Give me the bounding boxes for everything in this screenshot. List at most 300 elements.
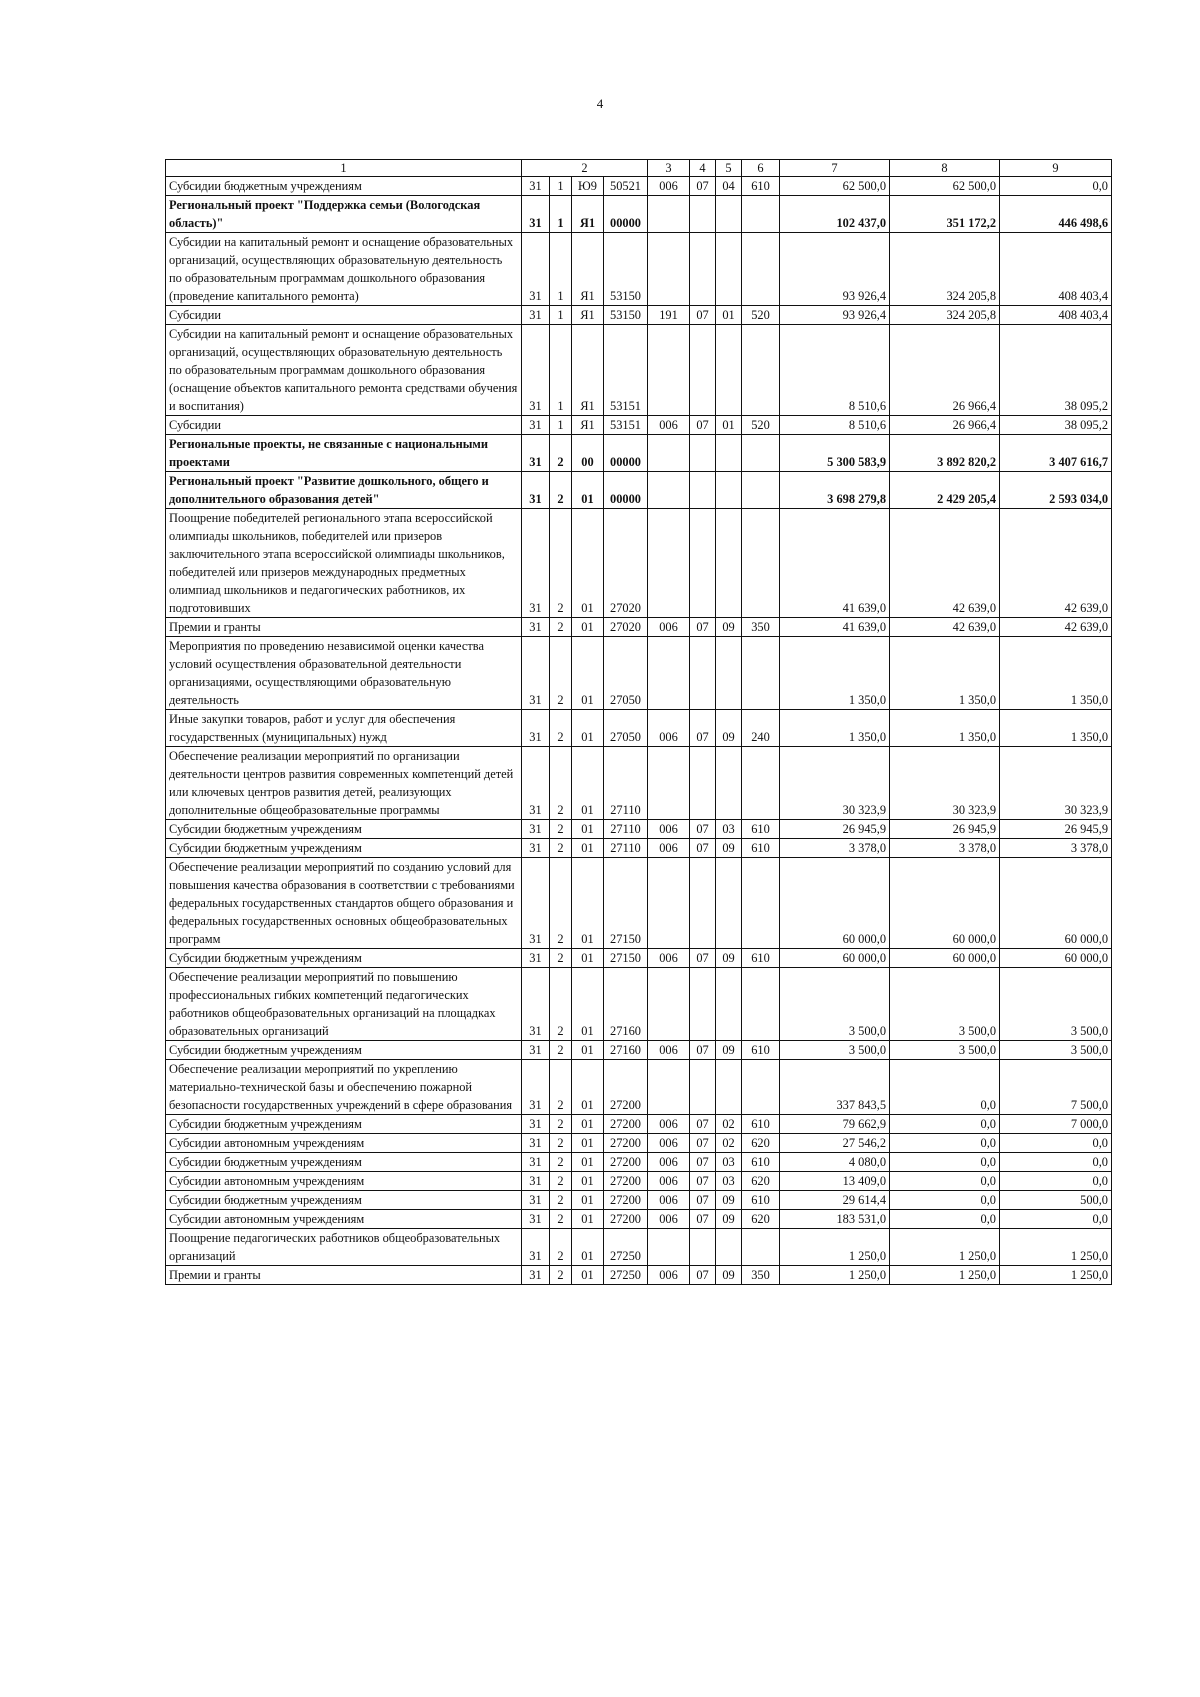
col-6-value: 610 [742, 820, 780, 839]
code-part-3: Я1 [572, 416, 604, 435]
col-9-value: 0,0 [1000, 1172, 1112, 1191]
col-5-value [716, 1229, 742, 1266]
code-part-2: 2 [550, 949, 572, 968]
col-6-value: 610 [742, 949, 780, 968]
row-name: Субсидии автономным учреждениям [166, 1210, 522, 1229]
table-row [166, 1115, 1112, 1134]
row-name: Субсидии на капитальный ремонт и оснащение образовательных организаций, осуществляющих образовательную деятельность по образовательным программам дошкольного образования (оснащение объектов капитального ремонта средствами обучения и воспитания) [166, 325, 522, 416]
col-8-value: 324 205,8 [890, 306, 1000, 325]
page-number: 4 [596, 96, 604, 111]
col-4-value: 07 [690, 1115, 716, 1134]
table-row [166, 968, 1112, 1041]
row-name: Субсидии бюджетным учреждениям [166, 839, 522, 858]
code-part-1: 31 [522, 177, 550, 196]
table-row [166, 820, 1112, 839]
col-6-value: 520 [742, 416, 780, 435]
col-7-value: 1 250,0 [780, 1266, 890, 1285]
col-5-value: 02 [716, 1134, 742, 1153]
col-8-value: 26 945,9 [890, 820, 1000, 839]
row-name: Обеспечение реализации мероприятий по укреплению материально-технической базы и обеспечению пожарной безопасности государственных учреждений в сфере образования [166, 1060, 522, 1115]
col-5-value [716, 1060, 742, 1115]
code-part-1: 31 [522, 1115, 550, 1134]
code-part-2: 2 [550, 839, 572, 858]
col-6-value [742, 325, 780, 416]
code-part-4: 27200 [604, 1210, 648, 1229]
code-part-4: 27200 [604, 1172, 648, 1191]
code-part-3: 01 [572, 637, 604, 710]
table-row [166, 1266, 1112, 1285]
code-part-3: 01 [572, 1115, 604, 1134]
table-row [166, 710, 1112, 747]
row-name: Субсидии на капитальный ремонт и оснащение образовательных организаций, осуществляющих образовательную деятельность по образовательным программам дошкольного образования (проведение капитального ремонта) [166, 233, 522, 306]
table-row [166, 747, 1112, 820]
col-3-value: 006 [648, 177, 690, 196]
table-row [166, 509, 1112, 618]
row-name: Мероприятия по проведению независимой оценки качества условий осуществления образовательной деятельности организациями, осуществляющими образовательную деятельность [166, 637, 522, 710]
col-5-value [716, 435, 742, 472]
col-4-value: 07 [690, 1134, 716, 1153]
header-col-4: 4 [690, 160, 716, 177]
code-part-2: 2 [550, 968, 572, 1041]
col-5-value: 09 [716, 1191, 742, 1210]
code-part-4: 53150 [604, 233, 648, 306]
col-7-value: 4 080,0 [780, 1153, 890, 1172]
code-part-2: 2 [550, 472, 572, 509]
col-9-value: 2 593 034,0 [1000, 472, 1112, 509]
code-part-4: 50521 [604, 177, 648, 196]
col-5-value [716, 968, 742, 1041]
col-6-value: 610 [742, 177, 780, 196]
col-6-value [742, 435, 780, 472]
col-4-value [690, 858, 716, 949]
col-5-value: 01 [716, 416, 742, 435]
code-part-3: Ю9 [572, 177, 604, 196]
code-part-1: 31 [522, 747, 550, 820]
table-row [166, 1041, 1112, 1060]
col-4-value: 07 [690, 1266, 716, 1285]
col-5-value: 02 [716, 1115, 742, 1134]
col-6-value [742, 1229, 780, 1266]
col-3-value: 006 [648, 1153, 690, 1172]
col-8-value: 351 172,2 [890, 196, 1000, 233]
col-8-value: 42 639,0 [890, 509, 1000, 618]
table-row [166, 1060, 1112, 1115]
code-part-2: 1 [550, 233, 572, 306]
col-8-value: 324 205,8 [890, 233, 1000, 306]
code-part-1: 31 [522, 509, 550, 618]
code-part-3: 01 [572, 472, 604, 509]
code-part-4: 27200 [604, 1134, 648, 1153]
code-part-4: 27110 [604, 820, 648, 839]
code-part-3: 01 [572, 1060, 604, 1115]
table-body [166, 177, 1112, 1285]
code-part-3: 01 [572, 710, 604, 747]
row-name: Региональный проект "Развитие дошкольного, общего и дополнительного образования детей" [166, 472, 522, 509]
code-part-4: 27200 [604, 1153, 648, 1172]
col-8-value: 62 500,0 [890, 177, 1000, 196]
col-5-value: 09 [716, 1041, 742, 1060]
code-part-3: 01 [572, 1266, 604, 1285]
code-part-4: 27050 [604, 637, 648, 710]
row-name: Иные закупки товаров, работ и услуг для обеспечения государственных (муниципальных) нужд [166, 710, 522, 747]
col-9-value: 3 500,0 [1000, 968, 1112, 1041]
code-part-4: 53151 [604, 325, 648, 416]
code-part-1: 31 [522, 435, 550, 472]
col-8-value: 42 639,0 [890, 618, 1000, 637]
code-part-1: 31 [522, 1210, 550, 1229]
col-3-value: 006 [648, 1172, 690, 1191]
col-9-value: 26 945,9 [1000, 820, 1112, 839]
col-4-value [690, 1229, 716, 1266]
code-part-4: 27050 [604, 710, 648, 747]
col-3-value [648, 233, 690, 306]
col-9-value: 1 250,0 [1000, 1266, 1112, 1285]
col-5-value: 09 [716, 949, 742, 968]
col-9-value: 0,0 [1000, 177, 1112, 196]
col-4-value [690, 968, 716, 1041]
code-part-3: 01 [572, 820, 604, 839]
col-3-value [648, 196, 690, 233]
col-7-value: 93 926,4 [780, 233, 890, 306]
col-4-value: 07 [690, 839, 716, 858]
code-part-2: 2 [550, 618, 572, 637]
code-part-3: 01 [572, 1041, 604, 1060]
code-part-3: 01 [572, 1229, 604, 1266]
col-7-value: 79 662,9 [780, 1115, 890, 1134]
code-part-2: 2 [550, 1060, 572, 1115]
col-7-value: 8 510,6 [780, 325, 890, 416]
code-part-2: 2 [550, 858, 572, 949]
col-6-value: 610 [742, 1153, 780, 1172]
code-part-4: 27200 [604, 1115, 648, 1134]
col-5-value [716, 233, 742, 306]
code-part-4: 27110 [604, 839, 648, 858]
col-9-value: 3 407 616,7 [1000, 435, 1112, 472]
col-6-value: 620 [742, 1172, 780, 1191]
code-part-2: 2 [550, 1041, 572, 1060]
code-part-4: 53151 [604, 416, 648, 435]
col-4-value: 07 [690, 820, 716, 839]
code-part-1: 31 [522, 839, 550, 858]
row-name: Премии и гранты [166, 1266, 522, 1285]
col-4-value: 07 [690, 177, 716, 196]
code-part-4: 27020 [604, 618, 648, 637]
col-8-value: 0,0 [890, 1210, 1000, 1229]
col-8-value: 2 429 205,4 [890, 472, 1000, 509]
col-3-value: 006 [648, 820, 690, 839]
col-8-value: 3 500,0 [890, 968, 1000, 1041]
code-part-1: 31 [522, 325, 550, 416]
code-part-1: 31 [522, 1191, 550, 1210]
col-4-value [690, 747, 716, 820]
col-3-value [648, 637, 690, 710]
col-5-value [716, 196, 742, 233]
code-part-2: 2 [550, 1210, 572, 1229]
col-6-value [742, 1060, 780, 1115]
col-3-value [648, 858, 690, 949]
col-5-value [716, 637, 742, 710]
col-6-value [742, 858, 780, 949]
col-6-value: 610 [742, 1191, 780, 1210]
col-7-value: 41 639,0 [780, 509, 890, 618]
col-4-value [690, 196, 716, 233]
col-9-value: 408 403,4 [1000, 233, 1112, 306]
code-part-2: 1 [550, 306, 572, 325]
table-row [166, 177, 1112, 196]
header-col-9: 9 [1000, 160, 1112, 177]
header-col-7: 7 [780, 160, 890, 177]
row-name: Премии и гранты [166, 618, 522, 637]
col-6-value: 620 [742, 1134, 780, 1153]
row-name: Поощрение педагогических работников общеобразовательных организаций [166, 1229, 522, 1266]
col-7-value: 1 250,0 [780, 1229, 890, 1266]
code-part-4: 27150 [604, 949, 648, 968]
col-7-value: 3 378,0 [780, 839, 890, 858]
col-9-value: 1 350,0 [1000, 710, 1112, 747]
col-5-value [716, 858, 742, 949]
col-9-value: 60 000,0 [1000, 949, 1112, 968]
row-name: Субсидии бюджетным учреждениям [166, 1115, 522, 1134]
table-row [166, 1134, 1112, 1153]
col-9-value: 7 000,0 [1000, 1115, 1112, 1134]
code-part-2: 2 [550, 1172, 572, 1191]
code-part-3: 01 [572, 949, 604, 968]
col-8-value: 0,0 [890, 1115, 1000, 1134]
col-9-value: 1 250,0 [1000, 1229, 1112, 1266]
col-3-value [648, 509, 690, 618]
row-name: Обеспечение реализации мероприятий по повышению профессиональных гибких компетенций педагогических работников общеобразовательных организаций на площадках образовательных организаций [166, 968, 522, 1041]
header-col-8: 8 [890, 160, 1000, 177]
row-name: Обеспечение реализации мероприятий по созданию условий для повышения качества образования в соответствии с требованиями федеральных государственных стандартов общего образования и федеральных государственных основных общеобразовательных программ [166, 858, 522, 949]
col-8-value: 0,0 [890, 1191, 1000, 1210]
col-8-value: 1 250,0 [890, 1266, 1000, 1285]
col-7-value: 183 531,0 [780, 1210, 890, 1229]
col-3-value: 006 [648, 1210, 690, 1229]
row-name: Субсидии автономным учреждениям [166, 1134, 522, 1153]
col-5-value: 09 [716, 618, 742, 637]
code-part-1: 31 [522, 1229, 550, 1266]
col-3-value [648, 472, 690, 509]
col-7-value: 41 639,0 [780, 618, 890, 637]
col-4-value: 07 [690, 710, 716, 747]
col-5-value [716, 747, 742, 820]
col-9-value: 0,0 [1000, 1134, 1112, 1153]
col-7-value: 26 945,9 [780, 820, 890, 839]
row-name: Субсидии [166, 416, 522, 435]
col-4-value: 07 [690, 1041, 716, 1060]
col-6-value: 620 [742, 1210, 780, 1229]
col-9-value: 0,0 [1000, 1210, 1112, 1229]
col-6-value [742, 196, 780, 233]
col-3-value [648, 1229, 690, 1266]
code-part-4: 27200 [604, 1060, 648, 1115]
code-part-1: 31 [522, 416, 550, 435]
col-9-value: 3 378,0 [1000, 839, 1112, 858]
col-7-value: 337 843,5 [780, 1060, 890, 1115]
code-part-2: 2 [550, 710, 572, 747]
budget-table [165, 159, 1112, 1285]
row-name: Региональный проект "Поддержка семьи (Вологодская область)" [166, 196, 522, 233]
row-name: Региональные проекты, не связанные с национальными проектами [166, 435, 522, 472]
table-row [166, 416, 1112, 435]
code-part-4: 27250 [604, 1229, 648, 1266]
col-7-value: 1 350,0 [780, 637, 890, 710]
code-part-4: 00000 [604, 472, 648, 509]
code-part-3: 01 [572, 968, 604, 1041]
col-4-value: 07 [690, 618, 716, 637]
col-8-value: 26 966,4 [890, 325, 1000, 416]
col-7-value: 62 500,0 [780, 177, 890, 196]
row-name: Субсидии бюджетным учреждениям [166, 949, 522, 968]
col-3-value: 191 [648, 306, 690, 325]
code-part-1: 31 [522, 858, 550, 949]
code-part-2: 2 [550, 747, 572, 820]
code-part-3: 01 [572, 1134, 604, 1153]
code-part-1: 31 [522, 1041, 550, 1060]
table-row [166, 435, 1112, 472]
code-part-4: 27250 [604, 1266, 648, 1285]
col-3-value [648, 325, 690, 416]
code-part-3: Я1 [572, 325, 604, 416]
col-7-value: 8 510,6 [780, 416, 890, 435]
col-6-value: 610 [742, 1041, 780, 1060]
header-col-2: 2 [522, 160, 648, 177]
col-9-value: 60 000,0 [1000, 858, 1112, 949]
col-7-value: 30 323,9 [780, 747, 890, 820]
col-5-value: 03 [716, 820, 742, 839]
header-col-6: 6 [742, 160, 780, 177]
col-4-value: 07 [690, 306, 716, 325]
code-part-1: 31 [522, 710, 550, 747]
col-3-value: 006 [648, 839, 690, 858]
code-part-1: 31 [522, 233, 550, 306]
header-col-1: 1 [166, 160, 522, 177]
code-part-2: 1 [550, 177, 572, 196]
col-3-value [648, 747, 690, 820]
code-part-4: 27160 [604, 1041, 648, 1060]
table-row [166, 839, 1112, 858]
col-8-value: 30 323,9 [890, 747, 1000, 820]
code-part-3: 01 [572, 747, 604, 820]
col-9-value: 30 323,9 [1000, 747, 1112, 820]
col-6-value: 610 [742, 1115, 780, 1134]
col-8-value: 60 000,0 [890, 858, 1000, 949]
code-part-2: 2 [550, 509, 572, 618]
col-5-value [716, 472, 742, 509]
col-5-value: 09 [716, 1266, 742, 1285]
col-3-value: 006 [648, 416, 690, 435]
col-6-value: 350 [742, 1266, 780, 1285]
code-part-3: 01 [572, 858, 604, 949]
code-part-3: 01 [572, 1210, 604, 1229]
col-6-value: 520 [742, 306, 780, 325]
row-name: Субсидии автономным учреждениям [166, 1172, 522, 1191]
col-7-value: 1 350,0 [780, 710, 890, 747]
code-part-2: 2 [550, 1266, 572, 1285]
code-part-2: 1 [550, 196, 572, 233]
row-name: Субсидии бюджетным учреждениям [166, 1041, 522, 1060]
col-4-value [690, 325, 716, 416]
code-part-2: 2 [550, 1229, 572, 1266]
col-4-value [690, 472, 716, 509]
col-6-value [742, 472, 780, 509]
col-9-value: 42 639,0 [1000, 618, 1112, 637]
col-4-value [690, 1060, 716, 1115]
code-part-3: 01 [572, 1172, 604, 1191]
code-part-3: 01 [572, 618, 604, 637]
col-9-value: 1 350,0 [1000, 637, 1112, 710]
row-name: Субсидии бюджетным учреждениям [166, 820, 522, 839]
col-3-value [648, 1060, 690, 1115]
col-3-value: 006 [648, 949, 690, 968]
code-part-4: 00000 [604, 196, 648, 233]
col-8-value: 26 966,4 [890, 416, 1000, 435]
table-row [166, 618, 1112, 637]
code-part-1: 31 [522, 949, 550, 968]
col-7-value: 60 000,0 [780, 858, 890, 949]
col-8-value: 0,0 [890, 1172, 1000, 1191]
col-7-value: 102 437,0 [780, 196, 890, 233]
code-part-2: 2 [550, 1153, 572, 1172]
col-6-value [742, 968, 780, 1041]
table-row [166, 306, 1112, 325]
col-9-value: 408 403,4 [1000, 306, 1112, 325]
col-8-value: 3 378,0 [890, 839, 1000, 858]
col-8-value: 1 350,0 [890, 710, 1000, 747]
col-9-value: 500,0 [1000, 1191, 1112, 1210]
col-7-value: 3 698 279,8 [780, 472, 890, 509]
table-row [166, 637, 1112, 710]
row-name: Субсидии бюджетным учреждениям [166, 1153, 522, 1172]
table-row [166, 1191, 1112, 1210]
col-7-value: 93 926,4 [780, 306, 890, 325]
col-8-value: 3 892 820,2 [890, 435, 1000, 472]
col-7-value: 13 409,0 [780, 1172, 890, 1191]
col-4-value: 07 [690, 1210, 716, 1229]
col-5-value [716, 325, 742, 416]
col-9-value: 446 498,6 [1000, 196, 1112, 233]
code-part-1: 31 [522, 306, 550, 325]
code-part-1: 31 [522, 968, 550, 1041]
code-part-3: 01 [572, 1191, 604, 1210]
col-7-value: 29 614,4 [780, 1191, 890, 1210]
code-part-3: 01 [572, 509, 604, 618]
row-name: Обеспечение реализации мероприятий по организации деятельности центров развития современных компетенций детей или ключевых центров развития детей, реализующих дополнительные общеобразовательные программы [166, 747, 522, 820]
code-part-2: 2 [550, 1191, 572, 1210]
col-8-value: 1 250,0 [890, 1229, 1000, 1266]
col-3-value: 006 [648, 1191, 690, 1210]
col-4-value: 07 [690, 1191, 716, 1210]
col-7-value: 27 546,2 [780, 1134, 890, 1153]
row-name: Субсидии бюджетным учреждениям [166, 177, 522, 196]
col-3-value: 006 [648, 1266, 690, 1285]
header-col-3: 3 [648, 160, 690, 177]
code-part-2: 2 [550, 820, 572, 839]
code-part-4: 00000 [604, 435, 648, 472]
col-5-value: 09 [716, 710, 742, 747]
col-7-value: 60 000,0 [780, 949, 890, 968]
code-part-1: 31 [522, 820, 550, 839]
table-row [166, 1153, 1112, 1172]
col-4-value: 07 [690, 416, 716, 435]
code-part-2: 1 [550, 325, 572, 416]
col-4-value: 07 [690, 1172, 716, 1191]
code-part-4: 27020 [604, 509, 648, 618]
col-3-value: 006 [648, 1041, 690, 1060]
table-row [166, 949, 1112, 968]
col-9-value: 38 095,2 [1000, 325, 1112, 416]
row-name: Субсидии [166, 306, 522, 325]
